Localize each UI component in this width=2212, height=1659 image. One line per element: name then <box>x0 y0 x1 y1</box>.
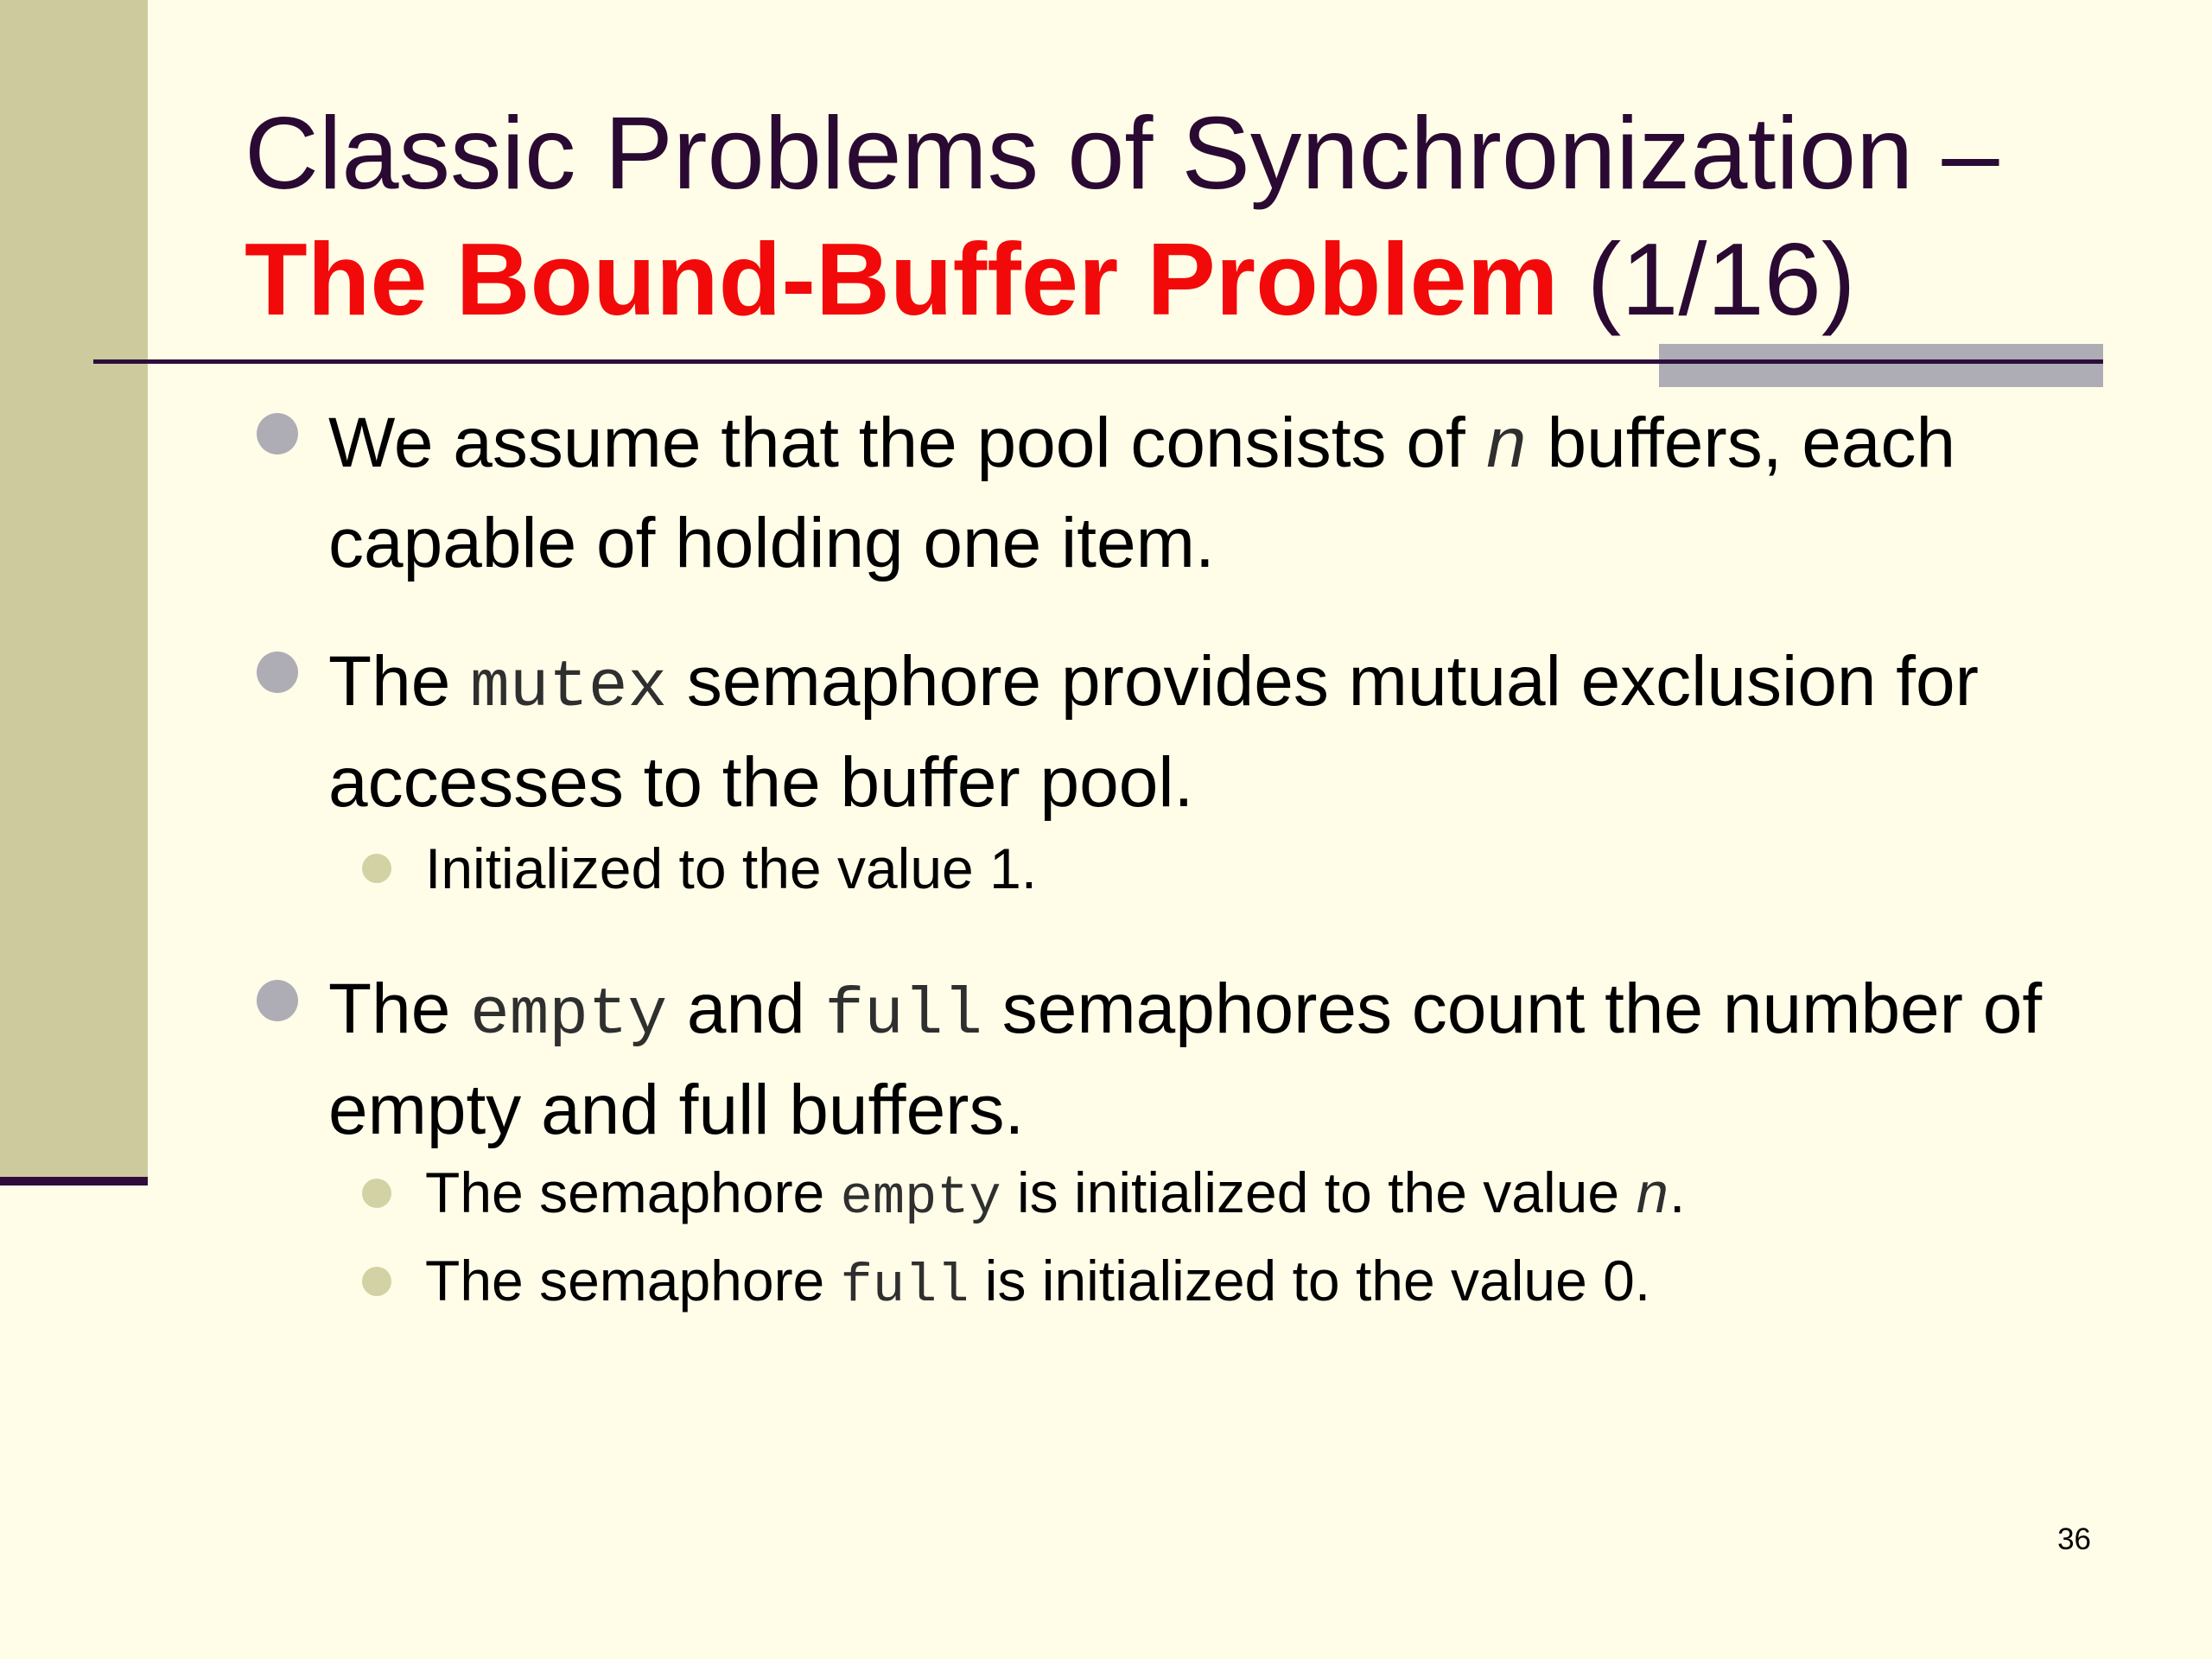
sidebar-rule <box>0 1177 148 1185</box>
title-suffix: (1/16) <box>1558 222 1856 337</box>
sub-bullet-text: Initialized to the value 1. <box>425 836 1038 900</box>
sub-bullet-text: is initialized to the value <box>1001 1160 1636 1224</box>
sub-bullet-text: The semaphore <box>425 1249 841 1313</box>
bullet-text: semaphore provides mutual exclusion for accesses to the buffer pool. <box>328 642 1979 822</box>
page-number: 36 <box>2057 1522 2091 1556</box>
variable-n: n <box>1484 408 1528 488</box>
bullet-text: semaphores count the number of empty and full buffers. <box>328 969 2043 1149</box>
bullet-dot <box>257 652 298 693</box>
code-empty: empty <box>470 978 668 1052</box>
bullet-item <box>328 634 2100 830</box>
sub-bullet-dot <box>362 854 391 883</box>
bullet-item <box>328 962 2100 1158</box>
bullet-text: The <box>328 642 471 721</box>
title-line-1: Classic Problems of Synchronization – <box>245 96 1999 211</box>
code-full: full <box>840 1255 969 1317</box>
sub-bullet-item <box>425 1149 2110 1242</box>
bullet-text: and <box>667 969 825 1048</box>
sub-bullet-text: . <box>1669 1160 1686 1224</box>
code-full: full <box>824 978 982 1052</box>
sub-bullet-text: The semaphore <box>425 1160 841 1224</box>
title-highlight: The Bound-Buffer Problem <box>245 222 1559 337</box>
sub-bullet-dot <box>362 1179 391 1208</box>
title-accent-rule <box>1659 359 2103 364</box>
sub-bullet-text: is initialized to the value 0. <box>969 1249 1651 1313</box>
bullet-text: buffers, each capable of holding one item. <box>328 404 1956 582</box>
bullet-dot <box>257 980 298 1021</box>
bullet-text: The <box>328 969 471 1048</box>
variable-n: n <box>1635 1165 1669 1230</box>
sub-bullet-item <box>425 825 2110 912</box>
slide-title <box>245 91 2171 343</box>
code-mutex: mutex <box>470 651 668 725</box>
title-accent-bar <box>1659 344 2103 387</box>
bullet-dot <box>257 413 298 454</box>
bullet-item <box>328 396 2100 591</box>
code-empty: empty <box>840 1167 1001 1229</box>
sub-bullet-dot <box>362 1267 391 1296</box>
sidebar-decoration <box>0 0 148 1177</box>
bullet-text: We assume that the pool consists of <box>328 404 1485 482</box>
sub-bullet-item <box>425 1237 2110 1330</box>
